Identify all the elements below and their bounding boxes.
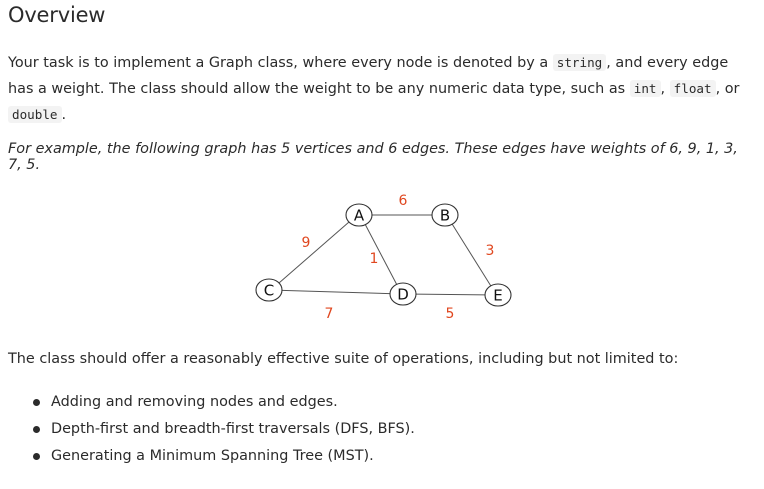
edge-weight-label: 6 [398,193,408,209]
intro-text-3: , [660,81,670,97]
node-label: D [397,285,409,304]
list-item [8,443,415,470]
list-item-text: Generating a Minimum Spanning Tree (MST). [51,448,374,464]
node-label: C [263,281,275,300]
list-item [8,416,415,443]
graph-diagram [8,180,756,340]
edge-weight-label: 3 [485,243,495,259]
bullet-icon [33,399,40,406]
intro-text-2: , and every edge has a weight. The class should allow the weight to be any numeric data type, such as [8,55,729,97]
bullet-icon [33,453,40,460]
example-sentence: For example, the following graph has 5 vertices and 6 edges. These edges have weights of 6, 9, 1, 3, 7, 5. [8,141,738,173]
list-item-text: Depth-first and breadth-first traversals (DFS, BFS). [51,421,415,437]
list-item-text: Adding and removing nodes and edges. [51,394,338,410]
code-double: double [8,106,62,123]
edge-C-D [282,290,390,293]
node-label: E [493,286,503,305]
operations-list [8,389,415,470]
intro-paragraph [8,50,756,128]
node-label: B [439,206,451,225]
code-string: string [553,54,607,71]
edge-weight-label: 9 [301,235,311,251]
node-label: A [353,206,365,225]
edge-weight-label: 7 [324,306,334,322]
edge-weight-label: 1 [369,251,379,267]
code-int: int [630,80,661,97]
code-float: float [670,80,716,97]
intro-text-1: Your task is to implement a Graph class, where every node is denoted by a [8,55,553,71]
edge-weight-label: 5 [445,306,455,322]
edge-A-C [279,222,349,283]
edge-D-E [416,294,485,295]
bullet-icon [33,426,40,433]
operations-lead: The class should offer a reasonably effective suite of operations, including but not limited to: [8,351,679,367]
intro-text-4: , or [715,81,740,97]
intro-text-5: . [61,107,67,123]
page-title: Overview [8,3,106,27]
list-item [8,389,415,416]
